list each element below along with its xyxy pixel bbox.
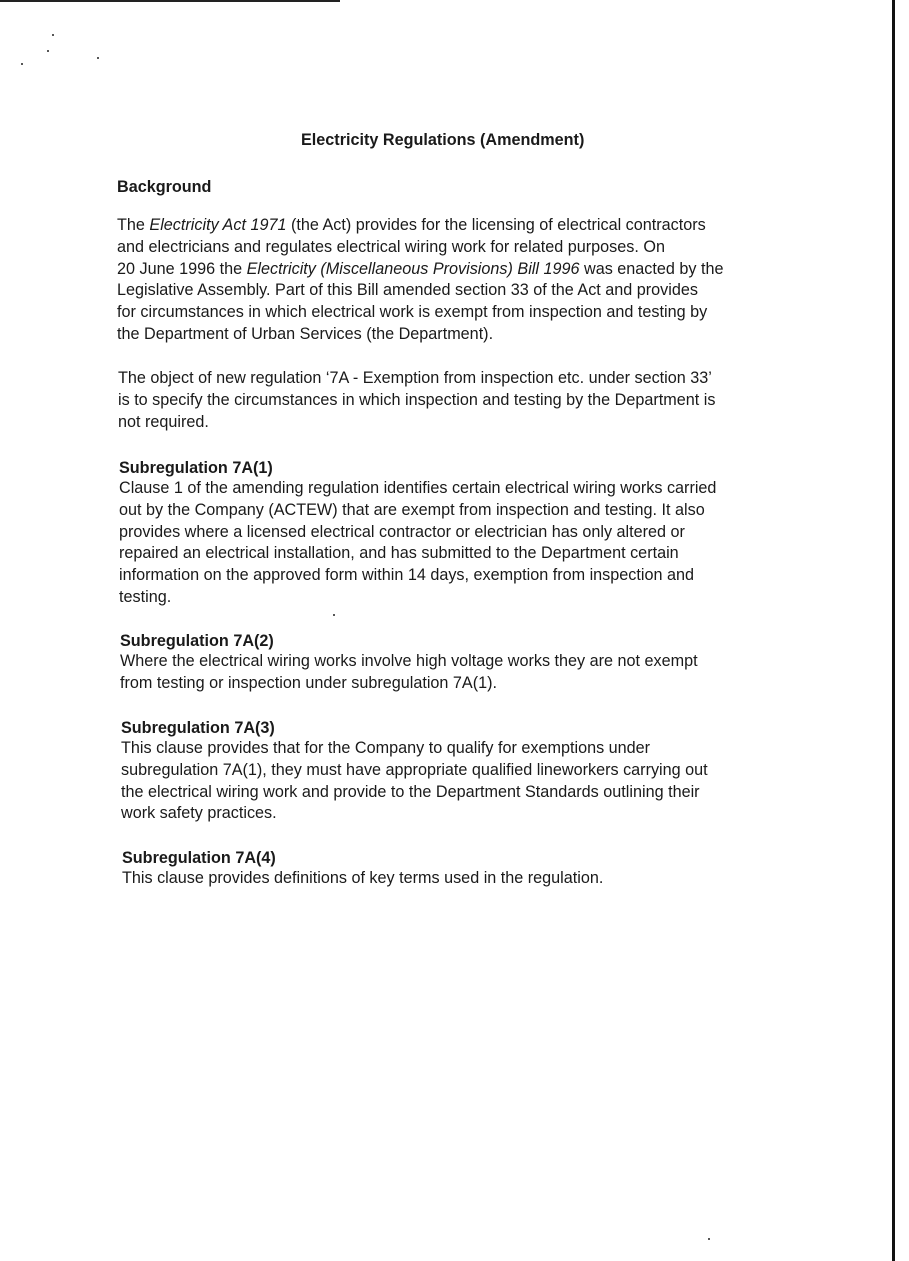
text-line: 20 June 1996 the Electricity (Miscellaneous Provisions) Bill 1996 was enacted by the (117, 259, 724, 278)
text-line: This clause provides definitions of key terms used in the regulation. (122, 869, 604, 887)
text-line: from testing or inspection under subregulation 7A(1). (120, 673, 498, 692)
text-line: testing. (119, 587, 172, 606)
text-line: Legislative Assembly. Part of this Bill amended section 33 of the Act and provides (117, 281, 698, 300)
background-paragraph-2 (118, 368, 715, 433)
background-heading: Background (117, 178, 212, 196)
text-line: work safety practices. (121, 804, 277, 823)
scan-speck (47, 50, 49, 52)
text-line: provides where a licensed electrical contractor or electrician has only altered or (119, 522, 685, 541)
text-line: repaired an electrical installation, and has submitted to the Department certain (119, 544, 679, 563)
subregulation-7a1-heading: Subregulation 7A(1) (119, 459, 273, 477)
scan-speck (97, 57, 99, 59)
text-line: for circumstances in which electrical work is exempt from inspection and testing by (117, 303, 708, 322)
scan-speck (52, 34, 54, 36)
text-line: out by the Company (ACTEW) that are exempt from inspection and testing. It also (119, 500, 705, 519)
text-line: and electricians and regulates electrical wiring work for related purposes. On (117, 237, 665, 256)
subregulation-7a4-heading: Subregulation 7A(4) (122, 849, 276, 867)
text-line: The object of new regulation ‘7A - Exemption from inspection etc. under section 33’ (118, 369, 712, 387)
text-line: information on the approved form within 14 days, exemption from inspection and (119, 566, 694, 585)
text-line: This clause provides that for the Company to qualify for exemptions under (121, 739, 651, 757)
scan-speck (708, 1238, 710, 1240)
subregulation-7a2-text (120, 651, 698, 695)
bill-title: Electricity (Miscellaneous Provisions) Bill 1996 (246, 259, 580, 278)
subregulation-7a4-text (122, 868, 603, 890)
scan-speck (21, 63, 23, 65)
subregulation-7a3-text (121, 738, 708, 825)
scan-edge-top (0, 0, 340, 2)
scan-edge-right (892, 0, 895, 1261)
subregulation-7a1-text (119, 478, 716, 609)
scan-speck (333, 614, 335, 616)
text-line: Clause 1 of the amending regulation identifies certain electrical wiring works carried (119, 479, 717, 497)
subregulation-7a2-heading: Subregulation 7A(2) (120, 632, 274, 650)
text-line: subregulation 7A(1), they must have appropriate qualified lineworkers carrying out (121, 760, 708, 779)
text-line: The Electricity Act 1971 (the Act) provides for the licensing of electrical contractors (117, 216, 706, 234)
text-line: Where the electrical wiring works involve high voltage works they are not exempt (120, 652, 698, 670)
subregulation-7a3-heading: Subregulation 7A(3) (121, 719, 275, 737)
background-paragraph-1 (117, 215, 723, 346)
text-line: the Department of Urban Services (the Department). (117, 324, 494, 343)
act-title: Electricity Act 1971 (149, 216, 287, 234)
document-title: Electricity Regulations (Amendment) (301, 131, 585, 149)
text-line: is to specify the circumstances in which inspection and testing by the Department is (118, 390, 716, 409)
text-line: the electrical wiring work and provide to the Department Standards outlining their (121, 782, 700, 801)
text-line: not required. (118, 412, 209, 431)
